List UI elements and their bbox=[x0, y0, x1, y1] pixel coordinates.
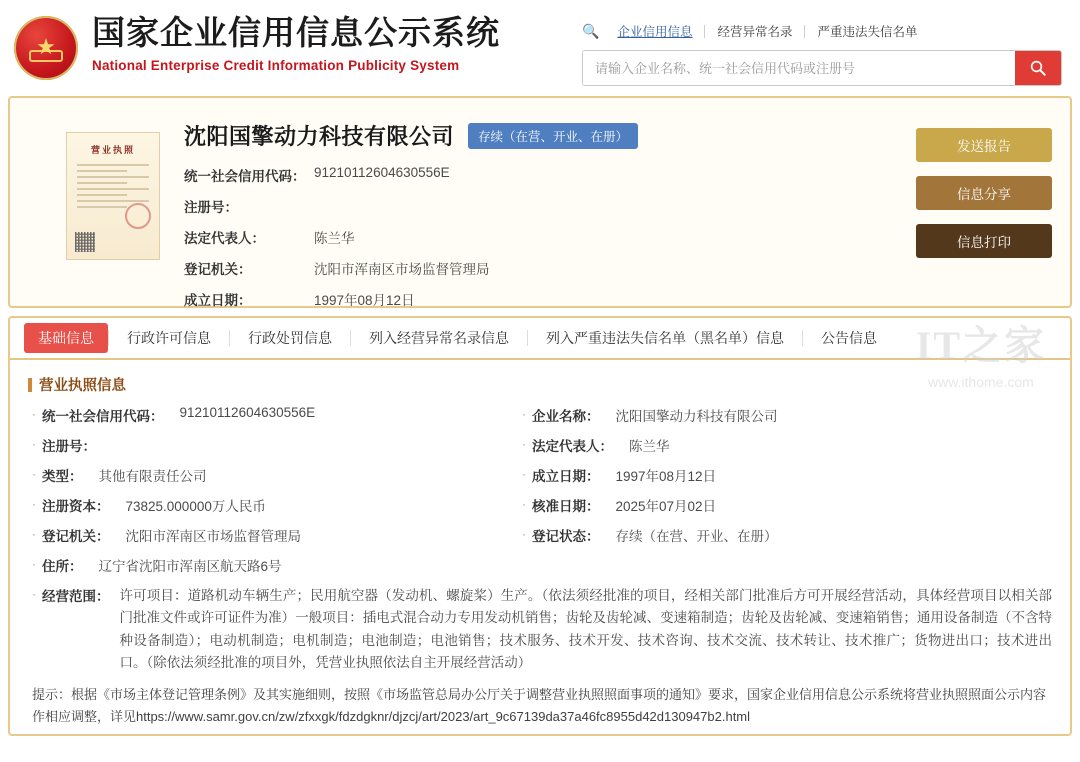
license-thumb-lines bbox=[77, 164, 149, 208]
site-header bbox=[0, 0, 1080, 90]
watermark-url: www.ithome.com bbox=[927, 374, 1034, 390]
field-label: 注册资本： bbox=[42, 499, 110, 514]
site-title-cn: 国家企业信用信息公示系统 bbox=[92, 16, 500, 52]
print-info-button[interactable]: 信息打印 bbox=[916, 224, 1052, 258]
bullet-icon: · bbox=[522, 437, 526, 451]
field-label: 法定代表人： bbox=[184, 231, 265, 246]
tab-abnormal-operation[interactable]: 列入经营异常名录信息 bbox=[369, 330, 509, 346]
tab-administrative-license[interactable]: 行政许可信息 bbox=[127, 330, 211, 346]
field-label: 统一社会信用代码： bbox=[42, 409, 164, 424]
tab-blacklist[interactable]: 列入严重违法失信名单（黑名单）信息 bbox=[546, 330, 784, 346]
card-field-establishment-date bbox=[184, 289, 912, 309]
bullet-icon: · bbox=[522, 467, 526, 481]
field-business-scope bbox=[32, 585, 1052, 674]
nav-item-serious-violation-list[interactable]: 严重违法失信名单 bbox=[817, 25, 918, 39]
site-title-en: National Enterprise Credit Information Publicity System bbox=[92, 58, 460, 74]
info-row bbox=[32, 495, 1052, 515]
license-thumb-title: 营业执照 bbox=[90, 145, 135, 155]
field-value: 陈兰华 bbox=[629, 439, 670, 454]
field-legal-representative bbox=[522, 435, 1052, 455]
header-right bbox=[582, 10, 1062, 86]
field-label: 核准日期： bbox=[532, 499, 600, 514]
field-value: 陈兰华 bbox=[314, 231, 355, 246]
field-label: 法定代表人： bbox=[532, 439, 613, 454]
field-label: 注册号： bbox=[184, 200, 238, 215]
field-label: 登记机关： bbox=[184, 262, 252, 277]
field-value: 2025年07月02日 bbox=[615, 499, 717, 514]
bullet-icon: · bbox=[32, 437, 36, 451]
field-registration-status bbox=[522, 525, 1052, 545]
field-value: 73825.000000万人民币 bbox=[125, 499, 266, 514]
field-label: 经营范围： bbox=[42, 589, 110, 604]
national-emblem-icon: ★ bbox=[14, 16, 78, 80]
tab-bar bbox=[10, 318, 1070, 360]
qr-code-icon bbox=[75, 232, 95, 252]
field-approval-date bbox=[522, 495, 1052, 515]
bullet-icon: · bbox=[32, 497, 36, 511]
company-info bbox=[184, 114, 912, 308]
share-info-button[interactable]: 信息分享 bbox=[916, 176, 1052, 210]
card-field-registration-authority bbox=[184, 258, 912, 278]
card-field-credit-code bbox=[184, 165, 912, 185]
field-label: 成立日期： bbox=[184, 293, 252, 308]
field-label: 住所： bbox=[42, 559, 83, 574]
field-value: 其他有限责任公司 bbox=[98, 469, 207, 484]
field-value: 沈阳市浑南区市场监督管理局 bbox=[125, 529, 301, 544]
bullet-icon: · bbox=[32, 587, 36, 601]
field-credit-code bbox=[32, 405, 522, 425]
field-value: 沈阳国擎动力科技有限公司 bbox=[615, 409, 778, 424]
info-row bbox=[32, 465, 1052, 485]
field-company-name bbox=[522, 405, 1052, 425]
company-name: 沈阳国擎动力科技有限公司 bbox=[184, 124, 455, 149]
info-row bbox=[32, 585, 1052, 674]
field-registration-number bbox=[32, 435, 522, 455]
tab-administrative-penalty[interactable]: 行政处罚信息 bbox=[248, 330, 332, 346]
field-label: 成立日期： bbox=[532, 469, 600, 484]
field-label: 登记状态： bbox=[532, 529, 600, 544]
business-license-thumbnail[interactable] bbox=[66, 132, 160, 260]
bullet-icon: · bbox=[32, 557, 36, 571]
bullet-icon: · bbox=[522, 497, 526, 511]
watermark-logo: IT之家 bbox=[915, 323, 1046, 368]
tab-announcements[interactable]: 公告信息 bbox=[821, 330, 877, 346]
tab-basic-info[interactable]: 基础信息 bbox=[24, 323, 108, 353]
info-row bbox=[32, 435, 1052, 455]
field-registered-capital bbox=[32, 495, 522, 515]
license-note: 提示：根据《市场主体登记管理条例》及其实施细则，按照《市场监管总局办公厅关于调整营业执照照面事项的通知》要求，国家企业信用信息公示系统将营业执照照面公示内容作相应调整，详见https://www.samr.gov.cn/zw/zfxxgk/fdzdgknr/djzcj/art/2023/art_9c67139da37a46fc8955d42d130947b2.html bbox=[32, 687, 1047, 724]
field-registration-authority bbox=[32, 525, 522, 545]
field-label: 类型： bbox=[42, 469, 83, 484]
search-icon: 🔍 bbox=[582, 22, 600, 39]
info-row bbox=[32, 525, 1052, 545]
detail-panel bbox=[8, 316, 1072, 736]
nav-item-credit-info[interactable]: 企业信用信息 bbox=[617, 25, 693, 39]
search-icon bbox=[1029, 59, 1047, 77]
field-label: 注册号： bbox=[42, 439, 96, 454]
send-report-button[interactable]: 发送报告 bbox=[916, 128, 1052, 162]
field-value: 许可项目：道路机动车辆生产；民用航空器（发动机、螺旋桨）生产。（依法须经批准的项目，经相关部门批准后方可开展经营活动，具体经营项目以相关部门批准文件或许可证件为准）一般项目：插电式混合动力专用发动机销售；齿轮及齿轮减、变速箱制造；齿轮及齿轮减、变速箱销售；通用设备制造（不含特种设备制造）；电动机制造；电机制造；电池制造；电池销售；技术服务、技术开发、技术咨询、技术交流、技术转让、技术推广；货物进出口；技术进出口。（除依法须经批准的项目外，凭营业执照依法自主开展经营活动） bbox=[119, 588, 1052, 670]
bullet-icon: · bbox=[522, 527, 526, 541]
field-value: 91210112604630556E bbox=[314, 165, 450, 180]
company-name-row bbox=[184, 120, 912, 151]
field-address bbox=[32, 555, 1052, 575]
status-badge: 存续（在营、开业、在册） bbox=[468, 123, 638, 149]
field-value: 1997年08月12日 bbox=[615, 469, 717, 484]
search-button[interactable] bbox=[1015, 51, 1061, 85]
site-titles bbox=[92, 10, 500, 73]
top-nav bbox=[582, 22, 1062, 40]
field-value: 辽宁省沈阳市浑南区航天路6号 bbox=[98, 559, 282, 574]
section-marker-icon bbox=[28, 378, 32, 392]
search-bar[interactable] bbox=[582, 50, 1062, 86]
search-input[interactable] bbox=[583, 51, 1015, 85]
field-label: 统一社会信用代码： bbox=[184, 169, 306, 184]
company-summary-card bbox=[8, 96, 1072, 308]
license-info-grid bbox=[10, 399, 1070, 674]
nav-item-abnormal-list[interactable]: 经营异常名录 bbox=[717, 25, 793, 39]
info-row bbox=[32, 555, 1052, 575]
field-label: 登记机关： bbox=[42, 529, 110, 544]
section-title bbox=[28, 374, 1070, 395]
field-value: 1997年08月12日 bbox=[314, 293, 415, 308]
card-field-registration-number bbox=[184, 196, 912, 216]
bullet-icon: · bbox=[32, 467, 36, 481]
field-value: 存续（在营、开业、在册） bbox=[615, 529, 778, 544]
field-establishment-date bbox=[522, 465, 1052, 485]
bullet-icon: · bbox=[32, 527, 36, 541]
field-value: 91210112604630556E bbox=[179, 405, 316, 420]
section-title-text: 营业执照信息 bbox=[39, 378, 126, 394]
field-value: 沈阳市浑南区市场监督管理局 bbox=[314, 262, 490, 277]
field-company-type bbox=[32, 465, 522, 485]
card-actions bbox=[912, 114, 1052, 290]
info-row bbox=[32, 405, 1052, 425]
bullet-icon: · bbox=[32, 407, 36, 421]
field-label: 企业名称： bbox=[532, 409, 600, 424]
bullet-icon: · bbox=[522, 407, 526, 421]
license-stamp-icon bbox=[125, 203, 151, 229]
card-field-legal-representative bbox=[184, 227, 912, 247]
